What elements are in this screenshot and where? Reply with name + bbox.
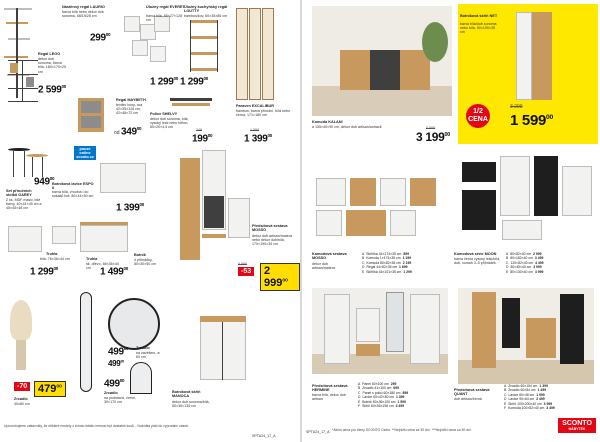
item-code: A [506, 252, 509, 256]
pampas-vase-image [4, 300, 38, 380]
r1-price: 3 $199^{00}$ [416, 130, 450, 144]
net-panel [458, 4, 598, 144]
round-mirror-image [108, 298, 160, 350]
price-cents: 00 [53, 266, 58, 271]
r4-list [506, 252, 598, 274]
manoca-cabinet-image [200, 316, 246, 380]
p13-discount-badge: -53 [238, 267, 254, 276]
item-price: 3 499 [546, 406, 555, 411]
p8-price: $949^{00}$ [34, 176, 55, 188]
item-code: A [362, 252, 365, 256]
r4-name: Komodová série MOON [454, 252, 497, 256]
botnik-image [80, 222, 128, 252]
p17-price: $499^{00}$ [108, 359, 124, 368]
r6-list [504, 384, 598, 410]
p4-price: 2 $599^{00}$ [38, 84, 66, 96]
p18-desc: dekor dub sonoma/bílá, 80×36×130 cm [172, 400, 210, 409]
item-price: 699 [393, 386, 400, 391]
logo-text: SCONTO [562, 420, 592, 427]
lego-shelf-image [8, 60, 38, 102]
item-price: 3 999 [533, 265, 542, 270]
p6-name: Police SHELVY [150, 112, 178, 116]
p7-old-price: 1 599 [250, 128, 259, 132]
excalibur-screen-image [236, 8, 274, 100]
sconto-logo [558, 418, 596, 433]
item-desc: Komoda 100×82×40 cm [508, 406, 545, 411]
right-footnote: *Akční cena pro členy SCONTO Clubu. **Nejnižší cena za 30 dní. ***Nejnižší cena za 30 dní. [332, 428, 472, 432]
p13-desc: dekor dub artisan/matera nebo dekor dub/bílá, 170×190×35 cm [252, 234, 292, 247]
r5-desc: barva bílá, dekor dub artisan [312, 393, 346, 402]
net-cabinet-image [516, 12, 552, 100]
item-price: 1 199 [402, 256, 412, 261]
garey-tables-image [8, 142, 48, 178]
r4-desc: barva černá vysoký lesk/bílá, dub, rozsah 3–5 přihrádek [454, 257, 501, 266]
item-price: 4 499 [535, 260, 544, 265]
item-code: B [506, 256, 509, 261]
item-desc: Skříňka 44×101×35 cm [366, 269, 402, 274]
p14-desc: 40x80 cm [14, 402, 30, 406]
price-cents: 00 [105, 32, 111, 37]
item-desc: Zrcadlo 60×154 cm [508, 384, 538, 388]
r1-old-price: 5 999 [426, 126, 435, 130]
item-price: 4 999 [534, 269, 544, 274]
kalani-sideboard-image [340, 50, 430, 90]
price-cents: 00 [267, 133, 272, 138]
r3-name: Komodová sestava MOSSO [312, 252, 347, 261]
item-code: D [504, 397, 507, 402]
p5-name: Regál MAYBETH [116, 98, 146, 102]
p15-desc: na podstavci, černé, 30×170 cm [104, 396, 137, 405]
item-price: 3 499 [395, 404, 405, 409]
item-desc: Zrcadlo 60×84 cm [508, 388, 536, 393]
moon-series-image [462, 156, 592, 246]
p3-price: 1 $299^{00}$ [180, 76, 208, 88]
online-only-badge: pouze online sconto.cz [74, 146, 96, 160]
p13-price: 2 $999^{00}$ [260, 263, 300, 291]
item-code: D [362, 265, 365, 270]
mosso-chest-image [316, 178, 446, 238]
p14-name: Zrcadlo [14, 397, 28, 401]
item-desc: Skříňka 44×174×35 cm [366, 252, 402, 256]
p5-desc: textilní boxy, cca 42×35×126 cm, 42×48×72 cm [116, 103, 143, 116]
item-code: B [358, 386, 361, 391]
p3-name: Úložný kuchyňský regál LOUTTY [184, 5, 228, 14]
r2-desc: barva bílá/dub sonoma nebo bílá, 50×190×35 cm [460, 22, 497, 35]
right-page-id: SPTA24_17_A [306, 430, 330, 434]
item-code: A [358, 382, 361, 386]
item-desc: Regál 44×82×35 cm [366, 265, 397, 270]
p5-price: $349^{00}$ [121, 126, 142, 138]
price-cents: 00 [444, 132, 450, 138]
item-price: 899 [402, 390, 409, 395]
item-code: E [504, 401, 507, 406]
item-price: 1 599 [397, 399, 406, 404]
shelvy-shelf-image [170, 98, 212, 108]
price-cents: 00 [173, 76, 178, 81]
list-item [506, 270, 598, 274]
p12-name: Botník [134, 253, 146, 257]
p11-desc: sk. dřevo, 66×36×44 cm [86, 262, 119, 271]
p10-price: 1 $299^{00}$ [30, 266, 58, 278]
p9-price: 1 $399^{00}$ [116, 202, 144, 214]
item-price: 3 999 [543, 401, 553, 406]
r5-name: Předsíňová sestava HERMINE [312, 384, 348, 393]
logo-subtext: NÁBYTEK [568, 427, 586, 431]
item-price: 1 699 [399, 265, 408, 270]
p1-name: Nástěnný regál LAURIO [62, 5, 105, 9]
p6-price: $199^{00}$ [192, 133, 213, 145]
p2-name: Úložný regál EVERET [146, 5, 185, 9]
item-code: F [358, 404, 361, 409]
half-price-badge: 1/2 CENA [466, 104, 490, 128]
hermine-photo [312, 288, 448, 374]
p16-name: Zrcadlo [136, 346, 150, 350]
quant-photo [458, 288, 594, 384]
truhla-small-image [52, 226, 76, 244]
item-desc: Lavice 60×46 cm [508, 392, 535, 397]
p14-discount-badge: -70 [14, 382, 30, 391]
p7-name: Paraven EXCALIBUR [236, 104, 274, 108]
item-code: B [504, 388, 507, 393]
price-cents: 00 [56, 384, 62, 390]
item-desc: 80×82×40 cm [510, 252, 532, 256]
p4-desc: dekor dub sonoma, barva bílá, 180×170×25 cm [38, 57, 66, 74]
floor-mirror-image [80, 292, 92, 392]
p13-old-price: 5 999 [238, 262, 247, 266]
p2-price: 1 $299^{00}$ [150, 76, 178, 88]
item-price: 1 399 [395, 395, 405, 400]
item-code: C [362, 260, 365, 265]
p6-desc: dekor dub sonoma, bílá, vysoký lesk nebo beton, 60×20×4,5 cm [150, 117, 189, 130]
item-desc: Panel s policí 60×180 cm [362, 390, 401, 395]
p1-price: $299^{00}$ [90, 32, 111, 44]
item-code: D [506, 265, 509, 270]
price-cents: 00 [282, 278, 288, 284]
p11-name: Truhla [86, 257, 98, 261]
p16-desc: na zavěšení, ø 60 cm [136, 351, 160, 360]
item-code: E [506, 269, 509, 274]
p13-name: Předsíňová sestava MOSSO [252, 224, 288, 233]
p2-desc: barva bílá, 85×27×128 cm [146, 14, 182, 23]
price-cents: 00 [546, 114, 553, 121]
left-footnote: Upozorňujeme zákazníky, že některé modely z tohoto letáku nemusí být dostatek kusů... Nabídka platí do vyprodání zásob. [4, 424, 190, 428]
p15-price: $499^{00}$ [104, 378, 125, 390]
price-cents: 00 [123, 266, 128, 271]
p16-price: $499^{00}$ [108, 346, 129, 358]
item-desc: Botník 60×36×100 cm [362, 399, 396, 404]
item-desc: 120×82×40 cm [510, 260, 534, 265]
p10-name: Truhla [46, 252, 58, 256]
kalani-photo [312, 6, 452, 116]
p8-name: Set příručních stolků GAREY [6, 189, 32, 198]
r3-desc: dekor dub artisan/matera [312, 262, 335, 271]
item-desc: 80×45×40 cm [510, 265, 532, 270]
price-cents: 00 [136, 126, 142, 131]
item-price: 899 [403, 252, 409, 256]
p7-desc: bambus, barva přírodní, bílá nebo černá, 171×180 cm [236, 109, 290, 118]
price-cents: 00 [120, 359, 124, 364]
price-cents: 00 [207, 133, 213, 138]
p9-desc: barva bílá, vhodná i do sušáků bot, 80×44×50 cm [52, 190, 94, 199]
item-desc: Skříň 100×200×40 cm [508, 401, 542, 406]
item-code: F [504, 406, 507, 411]
p6-old-price: 249 [196, 128, 202, 132]
item-code: A [504, 384, 507, 388]
price-cents: 00 [203, 76, 208, 81]
espo-bench-image [100, 163, 146, 193]
p9-name: Botníková lavice ESPO II [52, 182, 94, 191]
price-cents: 00 [123, 346, 129, 351]
r2-price: 1 $599^{00}$ [510, 112, 553, 129]
p18-name: Botníková skříň MANOCA [172, 390, 201, 399]
r5-list [358, 382, 450, 408]
item-price: 2 199 [402, 260, 412, 265]
mosso-hall-image [180, 150, 250, 260]
right-page [302, 0, 600, 442]
left-page-id: SPTA24_17_A [252, 434, 276, 438]
r1-name: Komoda KALANI [312, 120, 343, 124]
item-code: B [362, 256, 365, 261]
item-price: 2 499 [536, 397, 545, 402]
list-item [504, 406, 598, 410]
item-desc: 80×182×40 cm [510, 256, 533, 261]
item-price: 1 999 [536, 392, 545, 397]
item-desc: Komoda 1×174×35 cm [366, 256, 401, 261]
item-price: 299 [390, 382, 397, 386]
truhla-white-image [8, 226, 42, 252]
item-code: C [504, 392, 507, 397]
item-desc: Lavice 60×42×50 cm [362, 395, 394, 400]
everet-shelf-image [124, 16, 170, 66]
item-code: D [358, 395, 361, 400]
item-desc: Lavice 90×64 cm [508, 397, 535, 402]
item-price: 1 299 [403, 269, 412, 274]
p8-desc: 2 ks, MDF masiv, bílé barvy, 40×41×45 cm a 45×45×48 cm [6, 198, 42, 211]
item-desc: Skříň 60×36×198 cm [362, 404, 394, 409]
r6-desc: dub artisan/černá [454, 397, 482, 401]
item-price: 1 499 [537, 388, 546, 393]
item-price: 1 399 [539, 384, 548, 388]
price-cents: 00 [49, 176, 55, 181]
r2-old-price: 3 299 [510, 104, 523, 110]
item-code: E [362, 269, 365, 274]
r3-list [362, 252, 452, 274]
loutty-trolley-image [190, 20, 218, 72]
item-desc: Panel 60×100 cm [362, 382, 389, 386]
p7-price: 1 $399^{00}$ [244, 133, 272, 145]
r2-name: Botníková skříň NET [460, 14, 498, 18]
item-code: C [358, 390, 361, 395]
list-item [358, 404, 450, 408]
item-price: 3 499 [534, 256, 544, 261]
r1-desc: à 155×40×90 cm, dekor dub artisan/antracit [312, 125, 382, 129]
price-cents: 00 [61, 84, 66, 89]
list-item [362, 270, 452, 274]
p12-desc: 4 přihrádky, 80×30×50 cm [134, 258, 156, 267]
p11-price: 1 $499^{00}$ [100, 266, 128, 278]
price-cents: 00 [119, 378, 125, 383]
item-desc: Komoda 80×82×35 cm [366, 260, 401, 265]
item-desc: Zrcadlo 41×100 cm [362, 386, 392, 391]
p3-desc: bambus/kov, 60×35×86 cm [184, 14, 228, 18]
arched-mirror-image [130, 362, 152, 394]
r6-name: Předsíňová sestava QUANT [454, 388, 490, 397]
p10-desc: bílá, 76×36×44 cm [40, 257, 70, 261]
maybeth-shelf-image [78, 98, 104, 132]
item-desc: 80×130×40 cm [510, 269, 533, 274]
p4-name: Regál LEGO [38, 52, 61, 56]
p5-prefix: od [114, 130, 120, 136]
item-price: 2 999 [533, 252, 542, 256]
p1-desc: barva bílá nebo dekor dub sonoma, 68/19/28 cm [62, 10, 104, 19]
item-code: C [506, 260, 509, 265]
price-cents: 00 [139, 202, 144, 207]
p15-name: Zrcadlo [104, 391, 118, 395]
p14-price: $479^{00}$ [34, 381, 66, 397]
item-code: E [358, 399, 361, 404]
